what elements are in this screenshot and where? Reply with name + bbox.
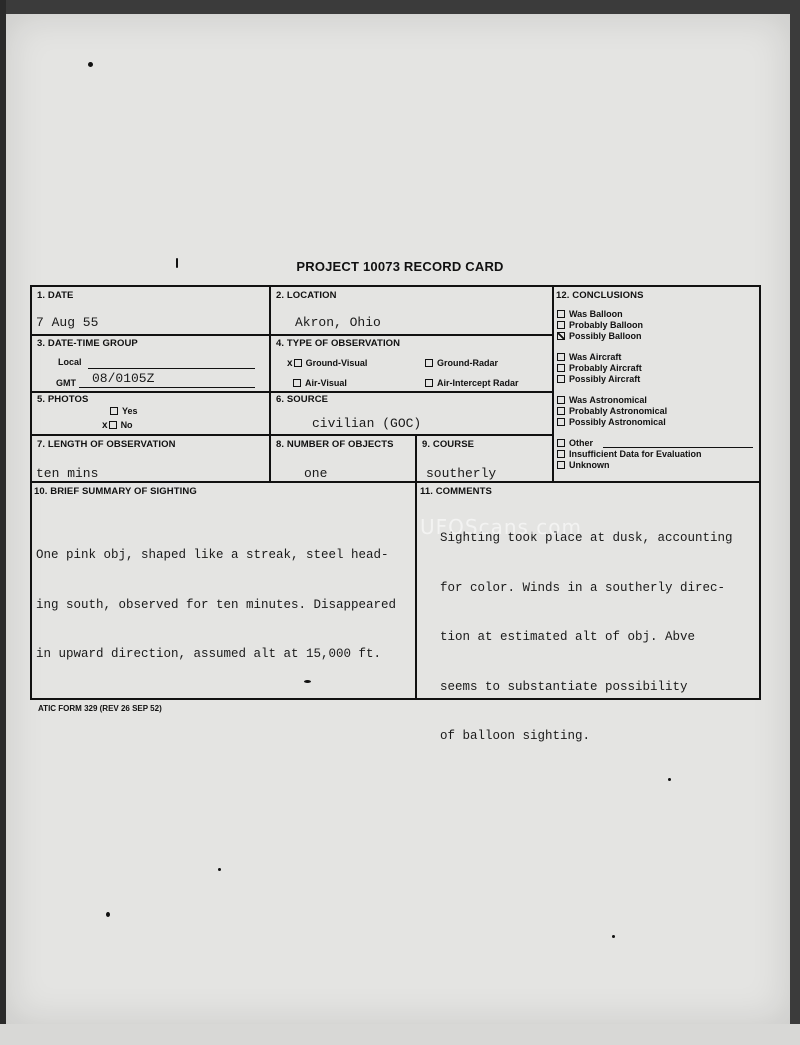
- divider-v-course: [415, 435, 417, 700]
- photos-no-option: [102, 420, 133, 431]
- conclusion-probably-astronomical: Probably Astronomical: [557, 406, 667, 416]
- form-footer: ATIC FORM 329 (REV 26 SEP 52): [38, 704, 162, 713]
- conclusion-was-aircraft: Was Aircraft: [557, 352, 621, 362]
- border-right: [759, 285, 761, 700]
- date-value: 7 Aug 55: [36, 315, 99, 330]
- divider-h-3: [30, 434, 553, 436]
- summary-line: in upward direction, assumed alt at 15,000 ft.: [36, 647, 382, 661]
- checkbox-icon: [557, 375, 565, 383]
- air-intercept-radar-label: Air-Intercept Radar: [437, 378, 519, 388]
- conclusion-unknown: Unknown: [557, 460, 610, 470]
- conclusion-possibly-aircraft: Possibly Aircraft: [557, 374, 640, 384]
- comments-line: Sighting took place at dusk, accounting: [440, 531, 733, 545]
- checkbox-icon: [110, 407, 118, 415]
- air-intercept-radar-option: [425, 378, 519, 388]
- scan-speck: [218, 868, 221, 871]
- checkbox-icon: [557, 396, 565, 404]
- ground-visual-mark: x: [287, 358, 293, 369]
- summary-line: ing south, observed for ten minutes. Disappeared: [36, 597, 397, 612]
- conclusion-possibly-astronomical: Possibly Astronomical: [557, 417, 666, 427]
- air-visual-label: Air-Visual: [305, 378, 347, 388]
- date-time-group-label: 3. DATE-TIME GROUP: [37, 338, 138, 349]
- location-value: Akron, Ohio: [295, 315, 381, 330]
- border-top: [30, 285, 761, 287]
- photos-yes-label: Yes: [122, 406, 138, 416]
- conclusion-was-astronomical: Was Astronomical: [557, 395, 647, 405]
- number-of-objects-label: 8. NUMBER OF OBJECTS: [276, 439, 394, 450]
- divider-v-left: [269, 285, 271, 481]
- course-value: southerly: [426, 466, 497, 481]
- other-underline: [603, 447, 753, 448]
- divider-v-conclusions: [552, 285, 554, 481]
- divider-h-1: [30, 334, 553, 336]
- comments-line: seems to substantiate possibility: [440, 679, 688, 694]
- length-of-observation-value: ten mins: [36, 466, 99, 481]
- checkbox-icon: [557, 321, 565, 329]
- local-label: Local: [58, 357, 82, 367]
- conclusions-label: 12. CONCLUSIONS: [556, 290, 644, 301]
- course-label: 9. COURSE: [422, 439, 475, 450]
- checkbox-icon: [557, 418, 565, 426]
- comments-line: of balloon sighting.: [440, 729, 591, 743]
- checkbox-icon: [425, 379, 433, 387]
- checkbox-icon: [109, 421, 117, 429]
- conclusion-probably-balloon: Probably Balloon: [557, 320, 643, 330]
- conclusion-other: Other: [557, 438, 593, 448]
- gmt-label: GMT: [56, 378, 76, 388]
- summary-line: One pink obj, shaped like a streak, steel head-: [36, 548, 389, 562]
- border-left: [30, 285, 32, 700]
- checkbox-icon: [425, 359, 433, 367]
- brief-summary-text: [36, 514, 396, 696]
- conclusion-probably-aircraft: Probably Aircraft: [557, 363, 642, 373]
- checkbox-checked-icon: [557, 332, 565, 340]
- source-label: 6. SOURCE: [276, 394, 329, 405]
- comments-label: 11. COMMENTS: [420, 486, 492, 497]
- checkbox-icon: [557, 310, 565, 318]
- ground-radar-option: [425, 358, 498, 368]
- gmt-underline: [79, 387, 255, 388]
- comments-line: for color. Winds in a southerly direc-: [440, 580, 726, 595]
- comments-line: tion at estimated alt of obj. Abve: [440, 630, 696, 644]
- photos-no-label: No: [120, 420, 133, 430]
- air-visual-option: [293, 378, 347, 388]
- photos-no-mark: x: [102, 420, 108, 431]
- number-of-objects-value: one: [304, 466, 328, 481]
- checkbox-icon: [557, 461, 565, 469]
- conclusion-insufficient-data: Insufficient Data for Evaluation: [557, 449, 702, 459]
- ground-radar-label: Ground-Radar: [437, 358, 499, 368]
- comments-text: [440, 497, 733, 778]
- photos-yes-option: [110, 406, 138, 416]
- location-label: 2. LOCATION: [276, 290, 337, 301]
- photos-label: 5. PHOTOS: [37, 394, 89, 405]
- conclusion-possibly-balloon: Possibly Balloon: [557, 331, 642, 341]
- checkbox-icon: [557, 364, 565, 372]
- brief-summary-label: 10. BRIEF SUMMARY OF SIGHTING: [34, 486, 197, 497]
- ground-visual-option: [287, 358, 367, 369]
- scan-speck: [612, 935, 615, 938]
- conclusion-was-balloon: Was Balloon: [557, 309, 623, 319]
- date-label: 1. DATE: [37, 290, 74, 301]
- ground-visual-label: Ground-Visual: [305, 358, 368, 368]
- checkbox-icon: [557, 450, 565, 458]
- checkbox-icon: [293, 379, 301, 387]
- source-value: civilian (GOC): [312, 416, 422, 431]
- scan-speck: [88, 62, 93, 67]
- length-of-observation-label: 7. LENGTH OF OBSERVATION: [37, 439, 176, 450]
- divider-h-4: [30, 481, 761, 483]
- checkbox-icon: [557, 439, 565, 447]
- type-of-observation-label: 4. TYPE OF OBSERVATION: [276, 338, 401, 349]
- watermark: UFOScans.com: [420, 515, 582, 539]
- checkbox-icon: [557, 407, 565, 415]
- checkbox-icon: [294, 359, 302, 367]
- gmt-value: 08/0105Z: [92, 371, 155, 386]
- scan-speck: [106, 912, 110, 917]
- local-underline: [88, 368, 255, 369]
- scan-edge-bottom: [0, 1024, 800, 1045]
- divider-h-2: [30, 391, 553, 393]
- checkbox-icon: [557, 353, 565, 361]
- card-title: PROJECT 10073 RECORD CARD: [296, 259, 504, 274]
- scan-speck: [668, 778, 671, 781]
